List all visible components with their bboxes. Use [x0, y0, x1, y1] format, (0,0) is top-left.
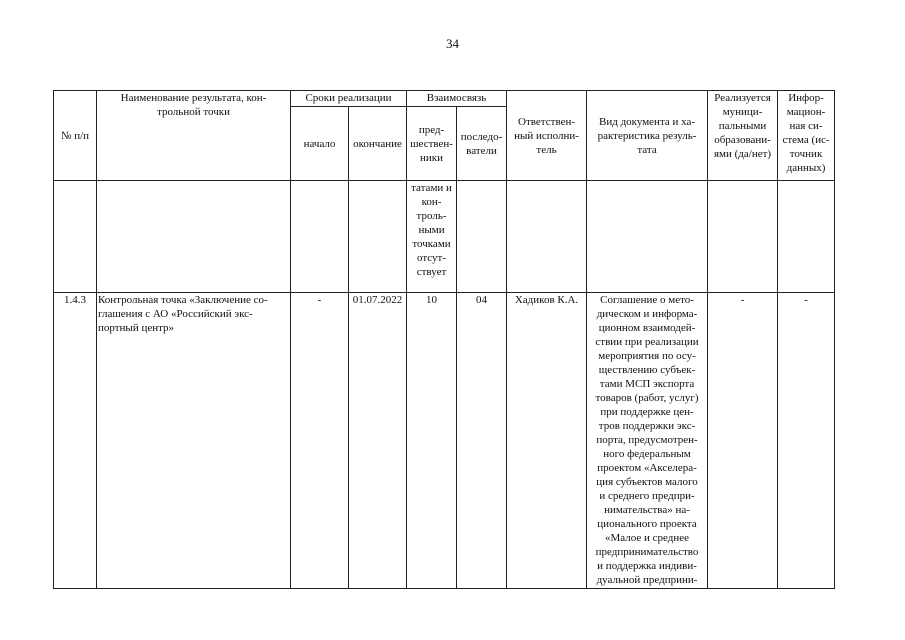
- header-terms: Сроки реализации: [291, 91, 407, 107]
- cell-municipal: [708, 181, 778, 293]
- cell-municipal: -: [708, 293, 778, 589]
- table-row: [54, 293, 835, 589]
- cell-doc: [587, 181, 708, 293]
- header-predecessors: пред- шествен- ники: [407, 107, 457, 181]
- header-end: окончание: [349, 107, 407, 181]
- cell-info: [778, 181, 835, 293]
- header-successors: последо- ватели: [457, 107, 507, 181]
- cell-name: Контрольная точка «Заключение со- глашения с АО «Российский экс- портный центр»: [97, 293, 291, 589]
- header-municipal: Реализуется муници- пальными образовани- ями (да/нет): [708, 91, 778, 181]
- header-num: № п/п: [54, 91, 97, 181]
- header-name: Наименование результата, кон- трольной точки: [97, 91, 291, 181]
- plan-table: [53, 90, 835, 589]
- cell-predecessors: татами и кон- троль- ными точками отсут- ствует: [407, 181, 457, 293]
- cell-doc: Соглашение о мето- дическом и информа- ционном взаимодей- ствии при реализации мероприятия по осу- ществлению субъек- тами МСП экспорта товаров (работ, услуг) при поддержке цен- тров поддержки экс- порта, предусмотрен- ного федеральным проектом «Акселера- ция субъектов малого и среднего предпри- нимательства» на- ционального проекта «Малое и среднее предпринимательство и поддержка индиви- дуальной предприни-: [587, 293, 708, 589]
- header-row-1: [54, 91, 835, 107]
- page-number: 34: [446, 36, 459, 51]
- cell-start: -: [291, 293, 349, 589]
- header-relation: Взаимосвязь: [407, 91, 507, 107]
- header-start: начало: [291, 107, 349, 181]
- cell-predecessors: 10: [407, 293, 457, 589]
- cell-responsible: [507, 181, 587, 293]
- table-row: [54, 181, 835, 293]
- cell-name: [97, 181, 291, 293]
- cell-end: 01.07.2022: [349, 293, 407, 589]
- header-info-system: Инфор- мацион- ная си- стема (ис- точник данных): [778, 91, 835, 181]
- cell-info: -: [778, 293, 835, 589]
- cell-num: [54, 181, 97, 293]
- cell-responsible: Хадиков К.А.: [507, 293, 587, 589]
- cell-start: [291, 181, 349, 293]
- cell-successors: [457, 181, 507, 293]
- cell-end: [349, 181, 407, 293]
- cell-successors: 04: [457, 293, 507, 589]
- cell-num: 1.4.3: [54, 293, 97, 589]
- header-doc-type: Вид документа и ха- рактеристика резуль- тата: [587, 91, 708, 181]
- header-responsible: Ответствен- ный исполни- тель: [507, 91, 587, 181]
